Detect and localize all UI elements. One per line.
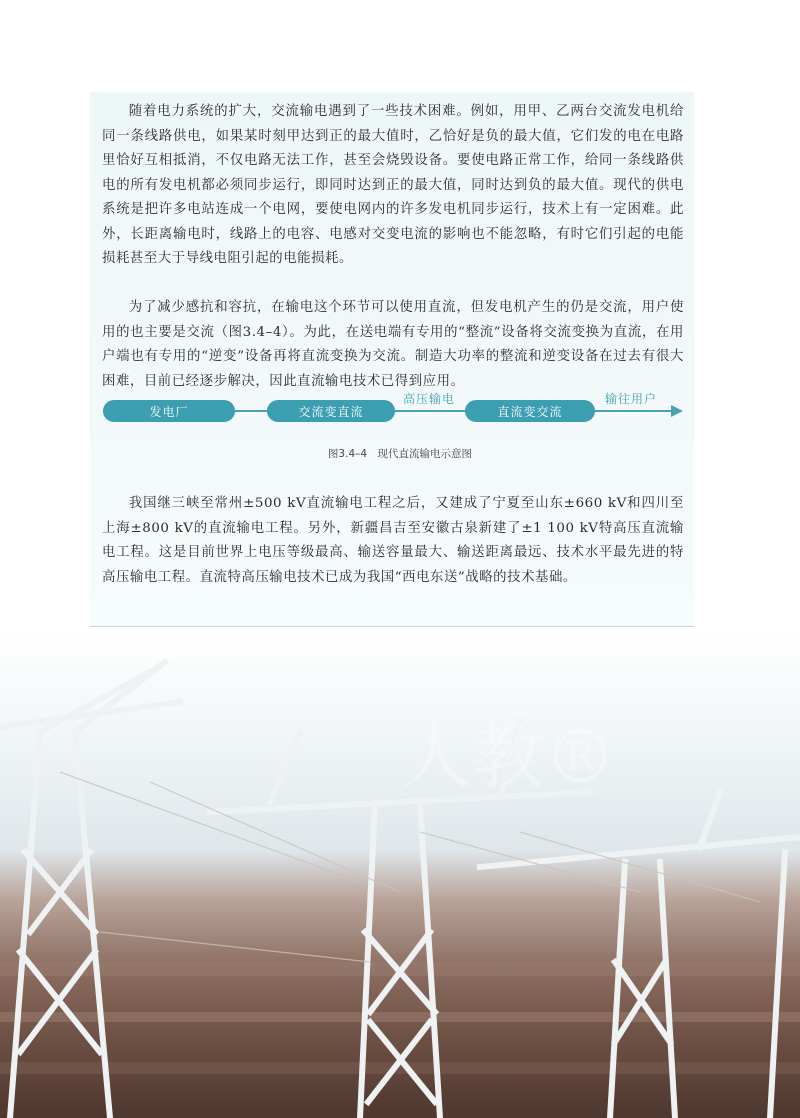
high-voltage-transmission-label: 高压输电 [403, 392, 456, 406]
paragraph-dc-transmission: 为了减少感抗和容抗，在输电这个环节可以使用直流，但发电机产生的仍是交流，用户使用的也主要是交流（图3.4–4）。为此，在送电端有专用的“整流”设备将交流变换为直流，在用户端也有专用的“逆变”设备再将直流变换为交流。制造大功率的整流和逆变设备在过去有很大困难，目前已经逐步解决，因此直流输电技术已得到应用。 [102, 300, 684, 389]
paragraph-ac-difficulties: 随着电力系统的扩大，交流输电遇到了一些技术困难。例如，用甲、乙两台交流发电机给同一条线路供电，如果某时刻甲达到正的最大值时，乙恰好是负的最大值，它们发的电在电路里恰好互相抵消，不仅电路无法工作，甚至会烧毁设备。要使电路正常工作，给同一条线路供电的所有发电机都必须同步运行，即同时达到正的最大值，同时达到负的最大值。现代的供电系统是把许多电站连成一个电网，要使电网内的许多发电机同步运行，技术上有一定困难。此外，长距离输电时，线路上的电容、电感对交变电流的影响也不能忽略，有时它们引起的电能损耗甚至大于导线电阻引起的电能损耗。 [102, 104, 684, 266]
ac-to-dc-box: 交流变直流 [267, 400, 395, 422]
power-plant-box: 发电厂 [103, 400, 235, 422]
transmission-tower-photo [0, 632, 800, 1118]
figure-caption: 图3.4–4 现代直流输电示意图 [327, 448, 473, 460]
arrow-right-icon [671, 405, 683, 417]
paragraph-uhv-projects: 我国继三峡至常州±500 kV直流输电工程之后，又建成了宁夏至山东±660 kV和四川至上海±800 kV的直流输电工程。另外，新疆昌吉至安徽古泉新建了±1 100 kV特高压直流输电工程。这是目前世界上电压等级最高、输送容量最大、输送距离最远、技术水平最先进的特高压输电工程。直流特高压输电技术已成为我国“西电东送”战略的技术基础。 [102, 496, 684, 585]
dc-transmission-diagram [103, 392, 683, 426]
section-divider [90, 626, 694, 627]
to-users-label: 输往用户 [605, 392, 658, 406]
watermark: 人教® [400, 715, 617, 799]
dc-to-ac-box: 直流变交流 [465, 400, 595, 422]
